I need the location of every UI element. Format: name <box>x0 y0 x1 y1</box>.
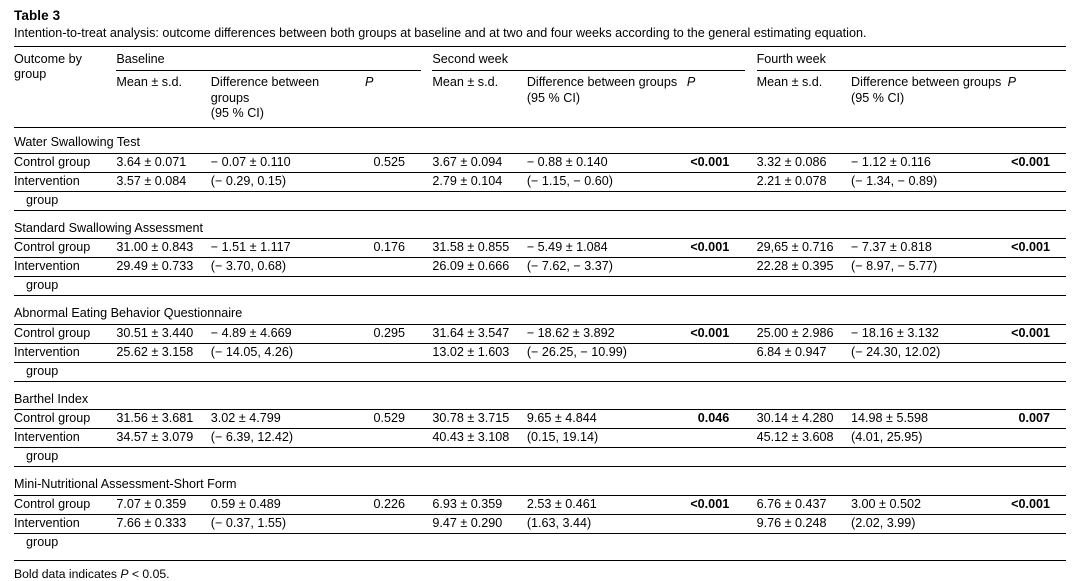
cell-ci-fourth: (− 8.97, − 5.77) <box>851 258 1008 277</box>
row-label-intervention: Intervention <box>14 429 116 448</box>
cell-mean-control-second: 31.64 ± 3.547 <box>432 324 526 343</box>
cell-spacer <box>745 172 756 191</box>
row-label-control: Control group <box>14 410 116 429</box>
cell-p-empty <box>1008 258 1066 277</box>
header-ci-label-2: (95 % CI) <box>526 90 581 105</box>
cell-p-empty <box>687 343 745 362</box>
header-ci-label-3: (95 % CI) <box>851 90 905 105</box>
table-body <box>14 128 1066 561</box>
section-title: Standard Swallowing Assessment <box>14 210 1066 239</box>
section-title: Water Swallowing Test <box>14 128 1066 154</box>
cell-p-fourth: <0.001 <box>1008 153 1066 172</box>
cell-mean-control-fourth: 25.00 ± 2.986 <box>757 324 851 343</box>
header-period-baseline: Baseline <box>116 46 421 70</box>
row-label-intervention-cont: group <box>14 277 116 296</box>
header-spacer-2 <box>745 46 756 70</box>
section-title-row <box>14 128 1066 154</box>
cell-p-baseline: 0.529 <box>365 410 421 429</box>
cell-p-baseline: 0.226 <box>365 495 421 514</box>
table-footnote <box>14 561 1066 581</box>
header-difference-label-1: Difference between groups <box>210 74 320 105</box>
cell-difference-fourth: − 18.16 ± 3.132 <box>851 324 1008 343</box>
cell-difference-baseline: 0.59 ± 0.489 <box>211 495 365 514</box>
cell-spacer <box>421 514 432 533</box>
cell-ci-baseline: (− 0.37, 1.55) <box>211 514 365 533</box>
header-period-row <box>14 46 1066 70</box>
cell-empty <box>116 362 1066 381</box>
header-ci-label-1: (95 % CI) <box>210 106 264 121</box>
cell-spacer <box>421 258 432 277</box>
cell-spacer <box>421 495 432 514</box>
cell-p-baseline: 0.295 <box>365 324 421 343</box>
cell-spacer <box>421 239 432 258</box>
cell-spacer <box>745 343 756 362</box>
header-spacer-4 <box>745 70 756 127</box>
cell-p-second: <0.001 <box>687 324 745 343</box>
table-header <box>14 46 1066 127</box>
cell-mean-control-baseline: 30.51 ± 3.440 <box>116 324 210 343</box>
cell-spacer <box>421 410 432 429</box>
cell-difference-baseline: 3.02 ± 4.799 <box>211 410 365 429</box>
cell-p-empty <box>365 258 421 277</box>
cell-ci-fourth: (4.01, 25.95) <box>851 429 1008 448</box>
table-row-continuation <box>14 362 1066 381</box>
header-difference-label-2: Difference between groups <box>526 74 678 89</box>
cell-ci-fourth: (− 24.30, 12.02) <box>851 343 1008 362</box>
header-mean-fourth: Mean ± s.d. <box>756 74 823 89</box>
footnote-prefix: Bold data indicates <box>14 566 121 581</box>
cell-p-empty <box>365 429 421 448</box>
cell-mean-intervention-fourth: 45.12 ± 3.608 <box>757 429 851 448</box>
cell-mean-intervention-fourth: 9.76 ± 0.248 <box>757 514 851 533</box>
section-title-row <box>14 467 1066 496</box>
cell-ci-baseline: (− 14.05, 4.26) <box>211 343 365 362</box>
cell-mean-control-second: 31.58 ± 0.855 <box>432 239 526 258</box>
row-label-intervention-cont: group <box>14 191 116 210</box>
row-label-control: Control group <box>14 495 116 514</box>
cell-mean-control-baseline: 31.56 ± 3.681 <box>116 410 210 429</box>
table-row <box>14 324 1066 343</box>
cell-mean-control-baseline: 7.07 ± 0.359 <box>116 495 210 514</box>
header-subcolumn-row <box>14 70 1066 127</box>
cell-p-empty <box>365 343 421 362</box>
cell-spacer <box>421 324 432 343</box>
cell-mean-control-second: 30.78 ± 3.715 <box>432 410 526 429</box>
table-row <box>14 239 1066 258</box>
cell-mean-intervention-second: 9.47 ± 0.290 <box>432 514 526 533</box>
header-difference-fourth <box>851 70 1008 127</box>
cell-mean-intervention-fourth: 2.21 ± 0.078 <box>757 172 851 191</box>
cell-mean-intervention-fourth: 6.84 ± 0.947 <box>757 343 851 362</box>
header-p-second: P <box>686 74 696 89</box>
cell-difference-fourth: 14.98 ± 5.598 <box>851 410 1008 429</box>
cell-difference-baseline: − 4.89 ± 4.669 <box>211 324 365 343</box>
table-row <box>14 153 1066 172</box>
table-row <box>14 410 1066 429</box>
cell-spacer <box>745 153 756 172</box>
cell-spacer <box>745 429 756 448</box>
cell-mean-intervention-baseline: 29.49 ± 0.733 <box>116 258 210 277</box>
header-spacer-1 <box>421 46 432 70</box>
cell-ci-baseline: (− 3.70, 0.68) <box>211 258 365 277</box>
cell-p-empty <box>365 172 421 191</box>
cell-p-empty <box>687 172 745 191</box>
cell-difference-second: − 5.49 ± 1.084 <box>527 239 687 258</box>
cell-mean-intervention-fourth: 22.28 ± 0.395 <box>757 258 851 277</box>
cell-p-second: 0.046 <box>687 410 745 429</box>
cell-empty <box>116 533 1066 560</box>
cell-spacer <box>745 239 756 258</box>
cell-p-empty <box>687 514 745 533</box>
table-row-continuation <box>14 448 1066 467</box>
header-outcome-label: Outcome by group <box>14 51 82 81</box>
section-title: Abnormal Eating Behavior Questionnaire <box>14 296 1066 325</box>
cell-spacer <box>745 514 756 533</box>
cell-p-empty <box>1008 172 1066 191</box>
row-label-intervention: Intervention <box>14 258 116 277</box>
cell-spacer <box>421 153 432 172</box>
cell-mean-intervention-second: 13.02 ± 1.603 <box>432 343 526 362</box>
cell-ci-second: (0.15, 19.14) <box>527 429 687 448</box>
row-label-intervention-cont: group <box>14 362 116 381</box>
row-label-intervention: Intervention <box>14 343 116 362</box>
cell-spacer <box>745 324 756 343</box>
cell-difference-second: − 0.88 ± 0.140 <box>527 153 687 172</box>
cell-p-empty <box>365 514 421 533</box>
cell-ci-second: (− 1.15, − 0.60) <box>527 172 687 191</box>
row-label-intervention-cont: group <box>14 448 116 467</box>
table-number: Table 3 <box>14 8 61 23</box>
row-label-intervention-cont: group <box>14 533 116 560</box>
cell-mean-control-fourth: 6.76 ± 0.437 <box>757 495 851 514</box>
table-row-continuation <box>14 533 1066 560</box>
cell-ci-second: (1.63, 3.44) <box>527 514 687 533</box>
header-p-fourth: P <box>1007 74 1016 89</box>
table-row <box>14 495 1066 514</box>
header-difference-second <box>527 70 687 127</box>
cell-p-empty <box>687 429 745 448</box>
cell-mean-intervention-second: 40.43 ± 3.108 <box>432 429 526 448</box>
row-label-control: Control group <box>14 239 116 258</box>
cell-p-fourth: 0.007 <box>1008 410 1066 429</box>
cell-p-empty <box>1008 343 1066 362</box>
section-title: Mini-Nutritional Assessment-Short Form <box>14 467 1066 496</box>
table-row <box>14 172 1066 191</box>
cell-mean-control-second: 3.67 ± 0.094 <box>432 153 526 172</box>
cell-empty <box>116 448 1066 467</box>
cell-spacer <box>745 495 756 514</box>
row-label-intervention: Intervention <box>14 172 116 191</box>
cell-mean-control-fourth: 30.14 ± 4.280 <box>757 410 851 429</box>
row-label-intervention: Intervention <box>14 514 116 533</box>
cell-ci-second: (− 26.25, − 10.99) <box>527 343 687 362</box>
cell-mean-control-second: 6.93 ± 0.359 <box>432 495 526 514</box>
cell-difference-baseline: − 0.07 ± 0.110 <box>211 153 365 172</box>
header-spacer-3 <box>421 70 432 127</box>
cell-difference-fourth: 3.00 ± 0.502 <box>851 495 1008 514</box>
cell-empty <box>116 277 1066 296</box>
table-row <box>14 258 1066 277</box>
cell-spacer <box>745 410 756 429</box>
cell-spacer <box>421 429 432 448</box>
cell-difference-fourth: − 7.37 ± 0.818 <box>851 239 1008 258</box>
cell-p-empty <box>1008 514 1066 533</box>
cell-p-fourth: <0.001 <box>1008 239 1066 258</box>
cell-p-second: <0.001 <box>687 153 745 172</box>
cell-difference-second: 2.53 ± 0.461 <box>527 495 687 514</box>
table-row <box>14 343 1066 362</box>
cell-difference-second: − 18.62 ± 3.892 <box>527 324 687 343</box>
cell-mean-intervention-second: 2.79 ± 0.104 <box>432 172 526 191</box>
header-period-second-week: Second week <box>432 46 745 70</box>
cell-mean-control-baseline: 3.64 ± 0.071 <box>116 153 210 172</box>
cell-spacer <box>745 258 756 277</box>
cell-mean-intervention-baseline: 34.57 ± 3.079 <box>116 429 210 448</box>
table-row-continuation <box>14 277 1066 296</box>
results-table <box>14 46 1066 561</box>
cell-p-fourth: <0.001 <box>1008 324 1066 343</box>
cell-mean-control-fourth: 29,65 ± 0.716 <box>757 239 851 258</box>
table-row-continuation <box>14 191 1066 210</box>
header-difference-baseline <box>211 70 365 127</box>
cell-ci-fourth: (2.02, 3.99) <box>851 514 1008 533</box>
cell-mean-intervention-baseline: 7.66 ± 0.333 <box>116 514 210 533</box>
cell-mean-intervention-second: 26.09 ± 0.666 <box>432 258 526 277</box>
section-title: Barthel Index <box>14 381 1066 410</box>
cell-ci-second: (− 7.62, − 3.37) <box>527 258 687 277</box>
section-title-row <box>14 381 1066 410</box>
cell-p-empty <box>1008 429 1066 448</box>
row-label-control: Control group <box>14 153 116 172</box>
cell-p-baseline: 0.525 <box>365 153 421 172</box>
cell-mean-control-fourth: 3.32 ± 0.086 <box>757 153 851 172</box>
cell-p-baseline: 0.176 <box>365 239 421 258</box>
cell-empty <box>116 191 1066 210</box>
cell-spacer <box>421 172 432 191</box>
cell-mean-control-baseline: 31.00 ± 0.843 <box>116 239 210 258</box>
cell-difference-second: 9.65 ± 4.844 <box>527 410 687 429</box>
header-difference-label-3: Difference between groups <box>851 74 1002 89</box>
header-outcome <box>14 46 116 127</box>
cell-p-empty <box>687 258 745 277</box>
table-row <box>14 429 1066 448</box>
section-title-row <box>14 296 1066 325</box>
cell-mean-intervention-baseline: 25.62 ± 3.158 <box>116 343 210 362</box>
section-title-row <box>14 210 1066 239</box>
header-mean-second: Mean ± s.d. <box>432 74 499 89</box>
header-p-baseline: P <box>365 74 374 89</box>
cell-ci-baseline: (− 0.29, 0.15) <box>211 172 365 191</box>
cell-p-fourth: <0.001 <box>1008 495 1066 514</box>
table-caption: Intention-to-treat analysis: outcome differences between both groups at baseline and at two and four weeks according to the general estimating equation. <box>14 26 867 40</box>
table-row <box>14 514 1066 533</box>
cell-ci-fourth: (− 1.34, − 0.89) <box>851 172 1008 191</box>
cell-mean-intervention-baseline: 3.57 ± 0.084 <box>116 172 210 191</box>
cell-difference-fourth: − 1.12 ± 0.116 <box>851 153 1008 172</box>
cell-p-second: <0.001 <box>687 239 745 258</box>
header-mean-baseline: Mean ± s.d. <box>116 74 183 89</box>
cell-p-second: <0.001 <box>687 495 745 514</box>
header-period-fourth-week: Fourth week <box>757 46 1066 70</box>
cell-ci-baseline: (− 6.39, 12.42) <box>211 429 365 448</box>
cell-difference-baseline: − 1.51 ± 1.117 <box>211 239 365 258</box>
footnote-suffix: < 0.05. <box>128 566 170 581</box>
cell-spacer <box>421 343 432 362</box>
footnote-p-symbol: P <box>120 566 129 581</box>
row-label-control: Control group <box>14 324 116 343</box>
